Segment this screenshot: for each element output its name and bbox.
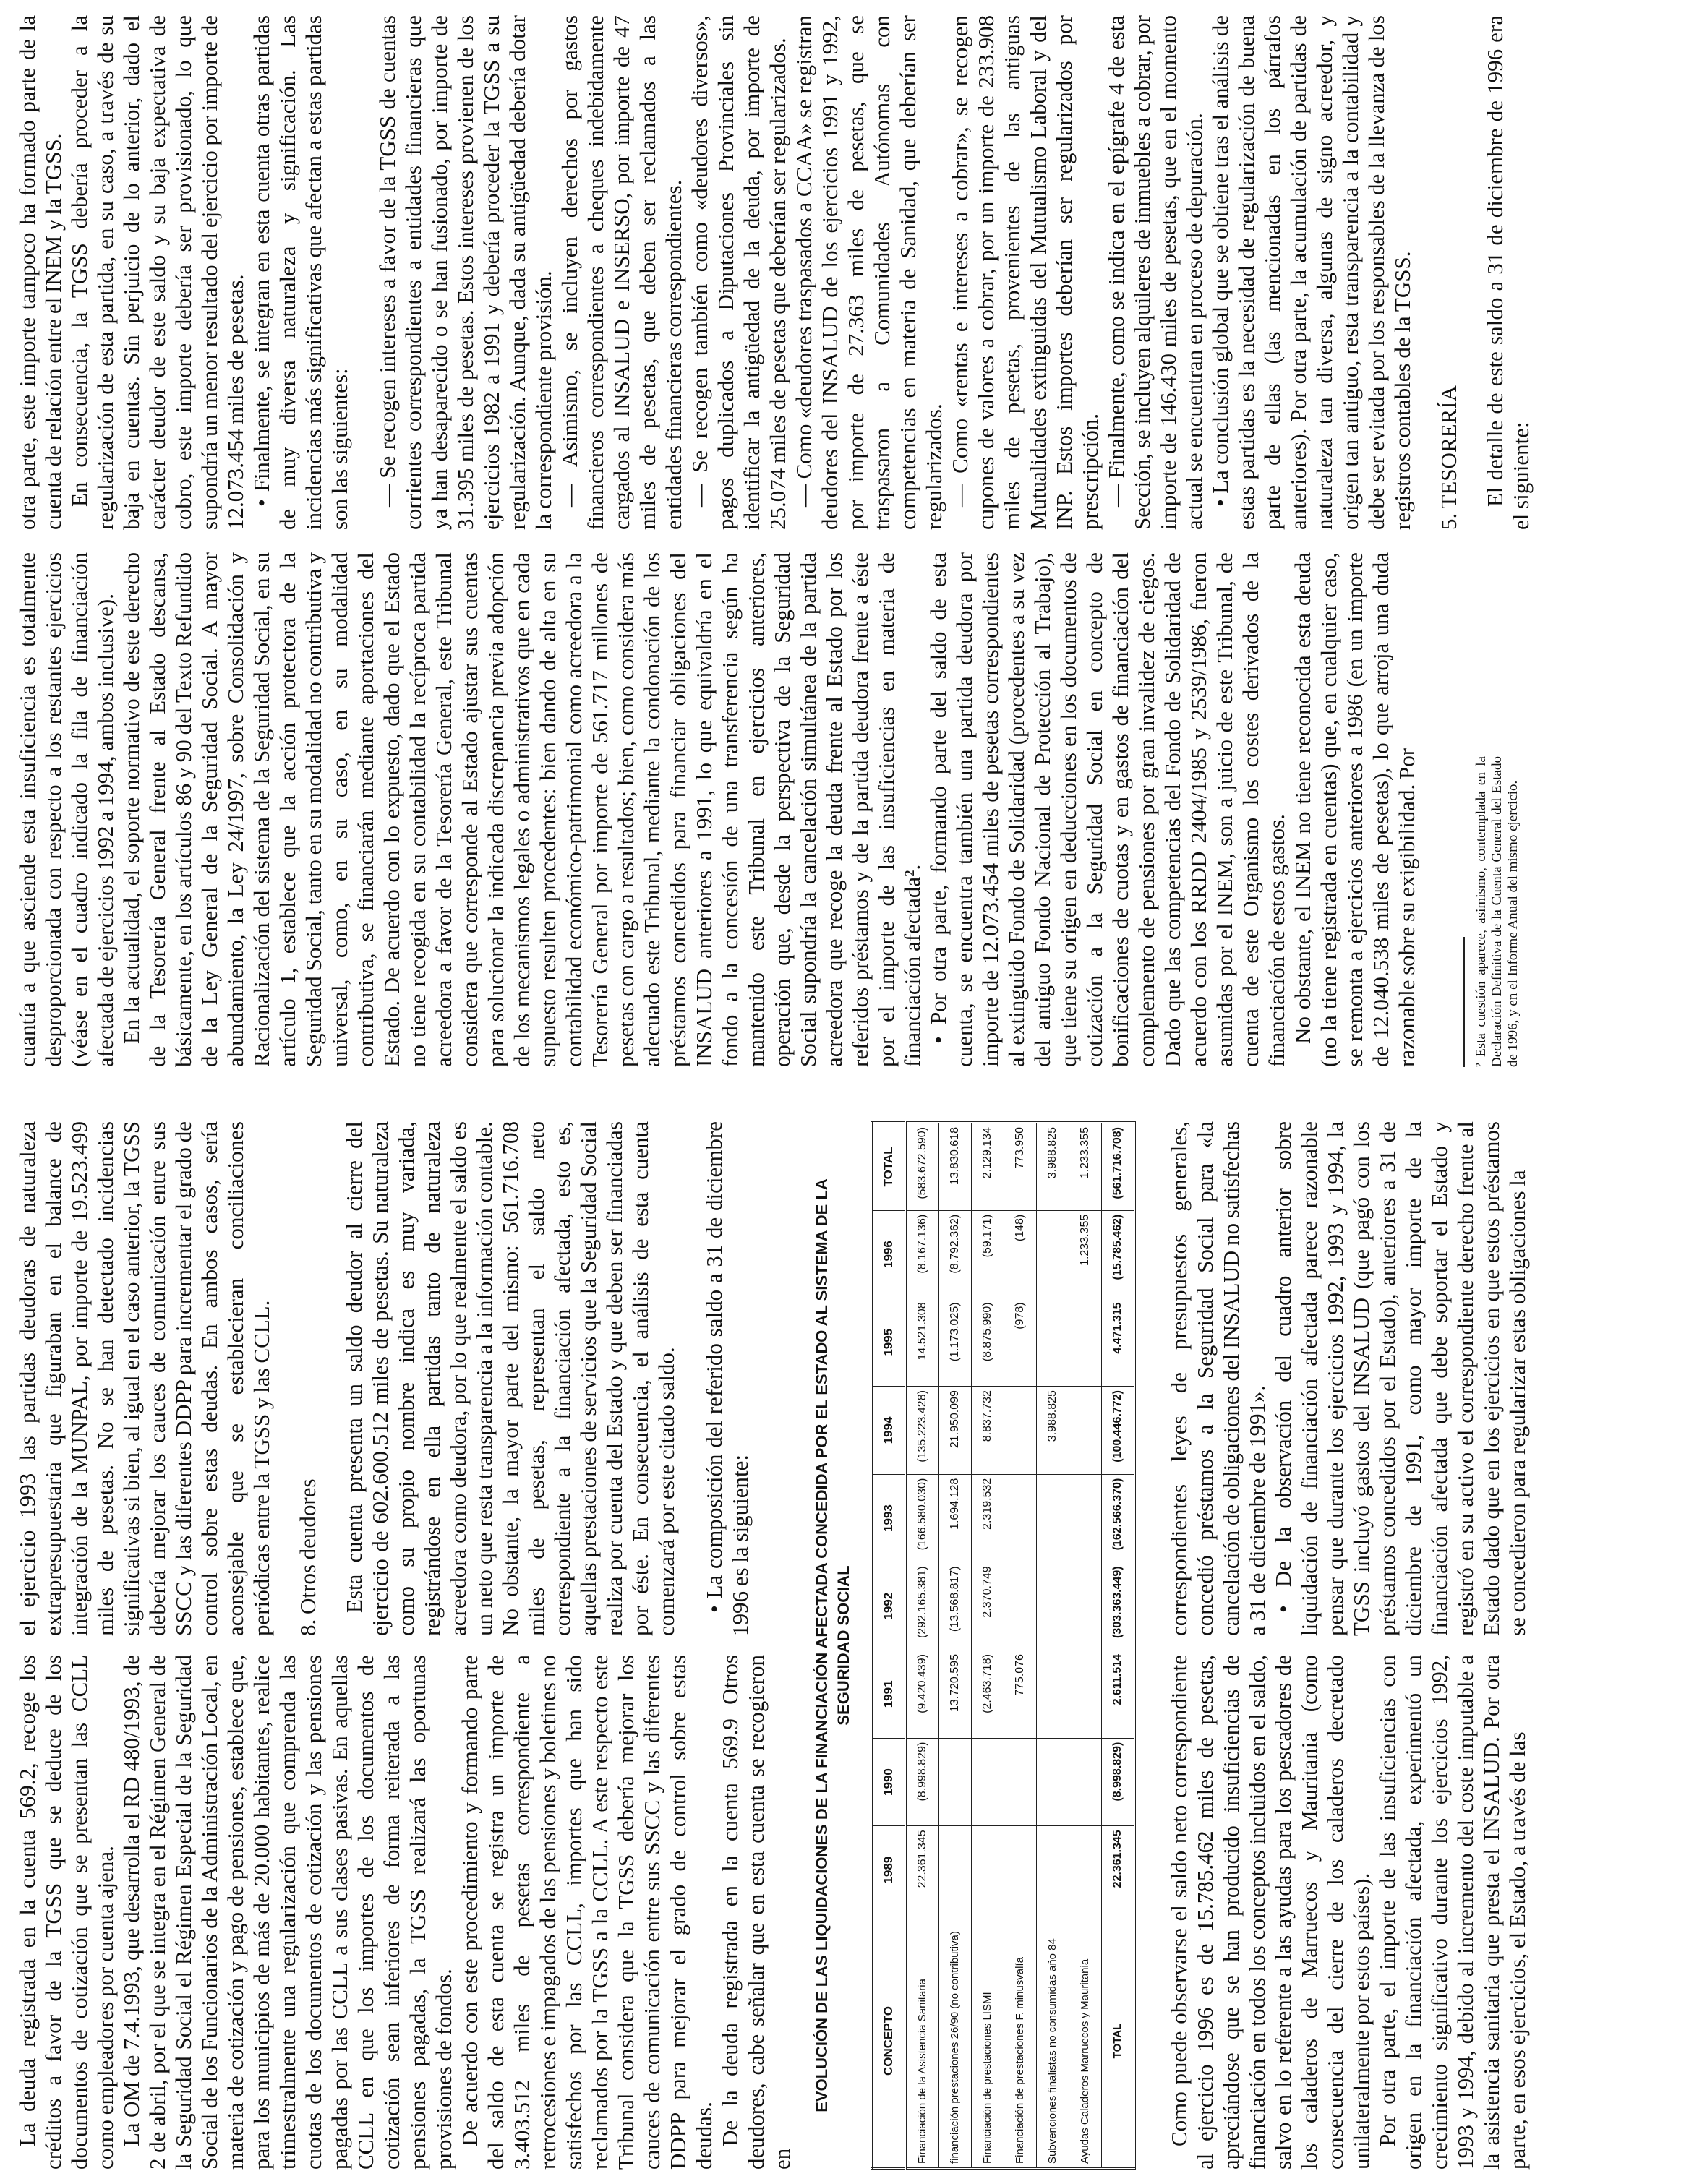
table-row [906,1123,939,2169]
value-cell [1037,1298,1069,1387]
value-cell: 13.830.618 [939,1123,972,1211]
paragraph: No obstante, el INEM no tiene reconocida esta deuda (no la tiene registrada en cuentas) que, en cualquier caso, se remonta a ejercicios anteriores a 1986 (en un importe de 12.040.538 miles de pesetas), lo que arroja una duda razonable sobre su exigibilidad. Por [1290,552,1419,1067]
text-column-left-top [14,1655,795,2170]
paragraph: De acuerdo con este procedimiento y formando parte del saldo de esta cuenta se registra un importe de 3.403.512 miles de pesetas correspondiente a retrocesiones e impagados de las pensiones y boletines no satisfechos por las CCLL, importes que han sido reclamados por la TGSS a la CCLL. A este respecto este Tribunal considera que la TGSS debería mejorar los cauces de comunicación entre sus SSCC y las diferentes DDPP para mejorar el grado de control sobre estas deudas. [457,1655,717,2170]
value-cell: (8.998.829) [906,1738,939,1826]
text-column-fourth [14,15,1534,530]
bottom-columns [1166,1121,1531,2170]
value-cell: (1.173.025) [939,1298,972,1387]
left-page [14,1121,1531,2170]
paragraph: • Por otra parte, formando parte del saldo de esta cuenta, se encuentra también una partida deudora por importe de 12.073.454 miles de pesetas correspondientes al extinguido Fondo de Solidaridad (procedentes a su vez del antiguo Fondo Nacional de Protección al Trabajo), que tiene su origen en deducciones en los documentos de cotización a la Seguridad Social en concepto de bonificaciones de cuotas y en gastos de financiación del complemento de pensiones por gran invalidez de ciegos. Dado que las competencias del Fondo de Solidaridad de acuerdo con los RRDD 2404/1985 y 2539/1986, fueron asumidas por el INEM, son a juicio de este Tribunal, de cuenta de este Organismo los costes derivados de la financiación de estos gastos. [925,552,1289,1067]
value-cell [1069,1298,1102,1387]
table-row [1004,1123,1037,2169]
value-cell: 775.076 [1004,1650,1037,1739]
value-cell: (978) [1004,1298,1037,1387]
text-column-left-bottom [1166,1655,1531,2170]
concept-cell: Ayudas Caladeros Marruecos y Mauritania [1069,1914,1102,2169]
table-row [1037,1123,1069,2169]
value-cell [939,1826,972,1914]
value-cell [972,1826,1004,1914]
third-column-wrapper [14,552,1521,1067]
value-cell: (2.463.718) [972,1650,1004,1739]
table-total-row [1102,1123,1135,2169]
concept-cell: Financiación de prestaciones LISMI [972,1914,1004,2169]
value-cell: 13.720.595 [939,1650,972,1739]
paragraph: cuantía a que asciende esta insuficiencia es totalmente desproporcionada con respecto a los restantes ejercicios (véase en el cuadro indicado la fila de financiación afectada de ejercicios 1992 a 1994, ambos inclusive). [14,552,118,1067]
footnote-divider [1463,937,1465,1067]
value-cell: 1.233.355 [1069,1210,1102,1298]
value-cell [1037,1826,1069,1914]
value-cell: 22.361.345 [906,1826,939,1914]
value-cell: 21.950.099 [939,1387,972,1475]
concept-cell: Financiación de la Asistencia Sanitaria [906,1914,939,2169]
table-title: EVOLUCIÓN DE LAS LIQUIDACIONES DE LA FINANCIACIÓN AFECTADA CONCEDIDA POR EL ESTADO AL SISTEMA DE LA SEGURIDAD SOCIAL [813,1178,852,2112]
paragraph: correspondientes leyes de presupuestos generales, concedió préstamos a la Seguridad Social para «la cancelación de obligaciones del INSALUD no satisfechas a 31 de diciembre de 1991». [1166,1121,1270,1636]
concept-cell: Subvenciones finalistas no consumidas año 84 [1037,1914,1069,2169]
concept-cell: financiación prestaciones 26/90 (no contributiva) [939,1914,972,2169]
value-cell [1069,1562,1102,1650]
paragraph: La OM de 7.4.1993, que desarrolla el RD 480/1993, de 2 de abril, por el que se integra en el Régimen General de la Seguridad Social el Régimen Especial de la Seguridad Social de los Funcionarios de la Administración Local, en materia de cotización y pago de pensiones, establece que, para los municipios de más de 20.000 habitantes, realice trimestralmente una regularización que comprenda las cuotas de los documentos de cotización y las pensiones pagadas por las CCLL a sus clases pasivas. En aquellas CCLL en que los importes de los documentos de cotización sean inferiores de forma reiterada a las pensiones pagadas, la TGSS realizará las oportunas provisiones de fondos. [119,1655,456,2170]
value-cell: (15.785.462) [1102,1210,1135,1298]
paragraph: — Como «deudores traspasados a CCAA» se registran deudores del INSALUD de los ejercicios 1991 y 1992, por importe de 27.363 miles de pesetas, que se traspasaron a Comunidades Autónomas con competencias en materia de Sanidad, que deberían ser regularizados. [791,15,946,530]
column-header: TOTAL [872,1123,906,1211]
paragraph: — Se recogen intereses a favor de la TGSS de cuentas corrientes correspondientes a entidades financieras que ya han desaparecido o se han fusionado, por importe de 31.395 miles de pesetas. Estos intereses provienen de los ejercicios 1982 a 1991 y debería proceder la TGSS a su regularización. Aunque, dada su antigüedad debería dotar la correspondiente provisión. [375,15,556,530]
value-cell: 1.694.128 [939,1474,972,1562]
value-cell [1037,1562,1069,1650]
paragraph: — Finalmente, como se indica en el epígrafe 4 de esta Sección, se incluyen alquileres de inmuebles a cobrar, por importe de 146.430 miles de pesetas, que en el momento actual se encuentran en proceso de depuración. [1103,15,1207,530]
value-cell [1004,1474,1037,1562]
paragraph: La deuda registrada en la cuenta 569.2, recoge los créditos a favor de la TGSS que se deduce de los documentos de cotización que se presentan las CCLL como empleadores por cuenta ajena. [14,1655,118,2170]
paragraph: • La composición del referido saldo a 31 de diciembre 1996 es la siguiente: [701,1121,753,1636]
column-header: 1994 [872,1387,906,1475]
value-cell [1037,1738,1069,1826]
paragraph: otra parte, este importe tampoco ha formado parte de la cuenta de relación entre el INEM y la TGSS. [14,15,66,530]
value-cell: 8.837.732 [972,1387,1004,1475]
value-cell [1069,1650,1102,1739]
value-cell: 1.233.355 [1069,1123,1102,1211]
column-header: 1996 [872,1210,906,1298]
text-column-third [14,552,1420,1067]
value-cell [1069,1474,1102,1562]
value-cell [1037,1210,1069,1298]
paragraph: El detalle de este saldo a 31 de diciembre de 1996 era el siguiente: [1482,15,1534,530]
value-cell: 2.611.514 [1102,1650,1135,1739]
paragraph: De la deuda registrada en la cuenta 569.9 Otros deudores, cabe señalar que en esta cuenta se recogieron en [717,1655,795,2170]
value-cell: (59.171) [972,1210,1004,1298]
value-cell: (13.568.817) [939,1562,972,1650]
paragraph: • De la observación del cuadro anterior sobre liquidación de financiación afectada parece razonable pensar que durante los ejercicios 1992, 1993 y 1994, la TGSS incluyó gastos del INSALUD (que pagó con los préstamos concedidos por el Estado), anteriores a 31 de diciembre de 1991, como mayor importe de la financiación afectada que debe soportar el Estado y registró en su activo el correspondiente derecho frente al Estado dado que en los ejercicios en que estos préstamos se concedieron para regularizar estas obligaciones la [1270,1121,1530,1636]
section-heading: 5. TESORERÍA [1436,385,1461,530]
value-cell [972,1738,1004,1826]
value-cell: (9.420.439) [906,1650,939,1739]
value-cell [1037,1474,1069,1562]
paragraph: el ejercicio 1993 las partidas deudoras de naturaleza extrapresupuestaria que figuraban en el balance de integración de la MUNPAL, por importe de 19.523.499 miles de pesetas. No se han detectado incidencias significativas si bien, al igual en el caso anterior, la TGSS debería mejorar los cauces de comunicación entre sus SSCC y las diferentes DDPP para incrementar el grado de control sobre estas deudas. En ambos casos, sería aconsejable que se establecieran conciliaciones periódicas entre la TGSS y las CCLL. [14,1121,274,1636]
value-cell: (303.363.449) [1102,1562,1135,1650]
value-cell: 4.471.315 [1102,1298,1135,1387]
table-row [939,1123,972,2169]
text-column-second-bottom [1166,1121,1531,1636]
value-cell: (8.167.136) [906,1210,939,1298]
value-cell: (100.446.772) [1102,1387,1135,1475]
paragraph: Esta cuenta presenta un saldo deudor al cierre del ejercicio de 602.600.512 miles de pesetas. Su naturaleza como su propio nombre indica es muy variada, registrándose en ella partidas tanto de naturaleza acreedora como deudora, por lo que realmente el saldo es un neto que resta transparencia a la información contable. No obstante, la mayor parte del mismo: 561.716.708 miles de pesetas, representan el saldo neto correspondiente a la financiación afectada, esto es, aquellas prestaciones de servicios que la Seguridad Social realiza por cuenta del Estado y que deben ser financiadas por éste. En consecuencia, el análisis de esta cuenta comenzará por este citado saldo. [341,1121,679,1636]
paragraph: En la actualidad, el soporte normativo de este derecho de la Tesorería General frente al Estado descansa, básicamente, en los artículos 86 y 90 del Texto Refundido de la Ley General de la Seguridad Social. A mayor abundamiento, la Ley 24/1997, sobre Consolidación y Racionalización del sistema de la Seguridad Social, en su artículo 1, establece que la acción protectora de la Seguridad Social, tanto en su modalidad no contributiva y universal, como, en su caso, en su modalidad contributiva, se financiarán mediante aportaciones del Estado. De acuerdo con lo expuesto, dado que el Estado no tiene recogida en su contabilidad la recíproca partida acreedora a favor de la Tesorería General, este Tribunal considera que corresponde al Estado ajustar sus cuentas para solucionar la indicada discrepancia previa adopción de los mecanismos legales o administrativos que en cada supuesto resulten procedentes: bien dando de alta en su contabilidad económico-patrimonial como acreedora a la Tesorería General por importe de 561.717 millones de pesetas con cargo a resultados; bien, como considera más adecuado este Tribunal, mediante la condonación de los préstamos concedidos para financiar obligaciones del INSALUD anteriores a 1991, lo que equivaldría en el fondo a la concesión de una transferencia según ha mantenido este Tribunal en ejercicios anteriores, operación que, desde la perspectiva de la Seguridad Social supondría la cancelación simultánea de la partida acreedora que recoge la deuda frente al Estado por los referidos préstamos y de la partida deudora frente a éste por el importe de las insuficiencias en materia de financiación afectada². [119,552,925,1067]
value-cell: (583.672.590) [906,1123,939,1211]
financing-table [871,1121,1136,2170]
value-cell: (166.580.030) [906,1474,939,1562]
value-cell: (8.998.829) [1102,1738,1135,1826]
value-cell: 773.950 [1004,1123,1037,1211]
concept-cell: TOTAL [1102,1914,1135,2169]
value-cell [1004,1562,1037,1650]
column-header: CONCEPTO [872,1914,906,2169]
column-header: 1990 [872,1738,906,1826]
footnote: ² Esta cuestión aparece, asimismo, contemplada en la Declaración Definitiva de la Cuenta General del Estado de 1996, y en el Informe Anual del mismo ejercicio. [1474,756,1521,1067]
value-cell: (8.792.362) [939,1210,972,1298]
value-cell: 2.370.749 [972,1562,1004,1650]
value-cell: 2.129.134 [972,1123,1004,1211]
paragraph: En consecuencia, la TGSS debería proceder a la regularización de esta partida, en su caso, a través de su baja en cuentas. Sin perjuicio de lo anterior, dado el carácter deudor de este saldo y su baja expectativa de cobro, este importe debería ser provisionado, lo que supondría un menor resultado del ejercicio por importe de 12.073.454 miles de pesetas. [67,15,248,530]
concept-cell: Financiación de prestaciones F. minusvalía [1004,1914,1037,2169]
value-cell [1004,1826,1037,1914]
fourth-column-wrapper [14,15,1534,530]
paragraph: • Finalmente, se integran en esta cuenta otras partidas de muy diversa naturaleza y significación. Las incidencias más significativas que afectan a estas partidas son las siguientes: [249,15,352,530]
value-cell [939,1738,972,1826]
paragraph: • La conclusión global que se obtiene tras el análisis de estas partidas es la necesidad de regularización de buena parte de ellas (las mencionadas en los párrafos anteriores). Por otra parte, la acumulación de partidas de naturaleza tan diversa, algunas de signo acreedor, y origen tan antiguo, resta transparencia a la contabilidad y debe ser evitada por los responsables de la llevanza de los registros contables de la TGSS. [1207,15,1415,530]
section-heading: 8. Otros deudores [295,1478,320,1636]
paragraph: — Asimismo, se incluyen derechos por gastos financieros correspondientes a cheques indebidamente cargados al INSALUD e INSERSO, por importe de 47 miles de pesetas, que deben ser reclamados a las entidades financieras correspondientes. [557,15,686,530]
column-header: 1991 [872,1650,906,1739]
table-row [1069,1123,1102,2169]
table-header-row [872,1123,906,2169]
column-header: 1992 [872,1562,906,1650]
paragraph: Por otra parte, el importe de las insuficiencias con origen en la financiación afectada, experimentó un crecimiento significativo durante los ejercicios 1992, 1993 y 1994, debido al incremento del coste imputable a la asistencia sanitaria que presta el INSALUD. Por otra parte, en esos ejercicios, el Estado, a través de las [1374,1655,1530,2170]
column-header: 1993 [872,1474,906,1562]
value-cell [1069,1826,1102,1914]
top-columns [14,1121,795,2170]
value-cell: 3.988.825 [1037,1387,1069,1475]
value-cell [1069,1738,1102,1826]
value-cell: (561.716.708) [1102,1123,1135,1211]
column-header: 1995 [872,1298,906,1387]
value-cell: 22.361.345 [1102,1826,1135,1914]
value-cell: (148) [1004,1210,1037,1298]
value-cell: 2.319.532 [972,1474,1004,1562]
paragraph: — Se recogen también como «deudores diversos», pagos duplicados a Diputaciones Provinciales sin identificar la antigüedad de la deuda, por importe de 25.074 miles de pesetas que deberían ser regularizados. [687,15,790,530]
value-cell: (292.165.381) [906,1562,939,1650]
right-page [14,15,1534,1067]
paragraph: Como puede observarse el saldo neto correspondiente al ejercicio 1996 es de 15.785.462 miles de pesetas, apreciándose que se han producido insuficiencias de financiación en todos los conceptos incluidos en el saldo, salvo en lo referente a las ayudas para los pescadores de los caladeros de Marruecos y Mauritania (como consecuencia del cierre de los caladeros decretado unilateralmente por estos países). [1166,1655,1374,2170]
text-column-second-top [14,1121,753,1636]
table-row [972,1123,1004,2169]
value-cell: (135.223.428) [906,1387,939,1475]
value-cell [1037,1650,1069,1739]
paragraph: — Como «rentas e intereses a cobrar», se recogen cupones de valores a cobrar, por un importe de 233.908 miles de pesetas, provenientes de las antiguas Mutualidades extinguidas del Mutualismo Laboral y del INP. Estos importes deberían ser regularizados por prescripción. [947,15,1103,530]
value-cell: 3.988.825 [1037,1123,1069,1211]
value-cell [1004,1387,1037,1475]
value-cell [1004,1738,1037,1826]
column-header: 1989 [872,1826,906,1914]
value-cell: 14.521.308 [906,1298,939,1387]
value-cell [1069,1387,1102,1475]
value-cell: (162.566.370) [1102,1474,1135,1562]
value-cell: (8.875.990) [972,1298,1004,1387]
